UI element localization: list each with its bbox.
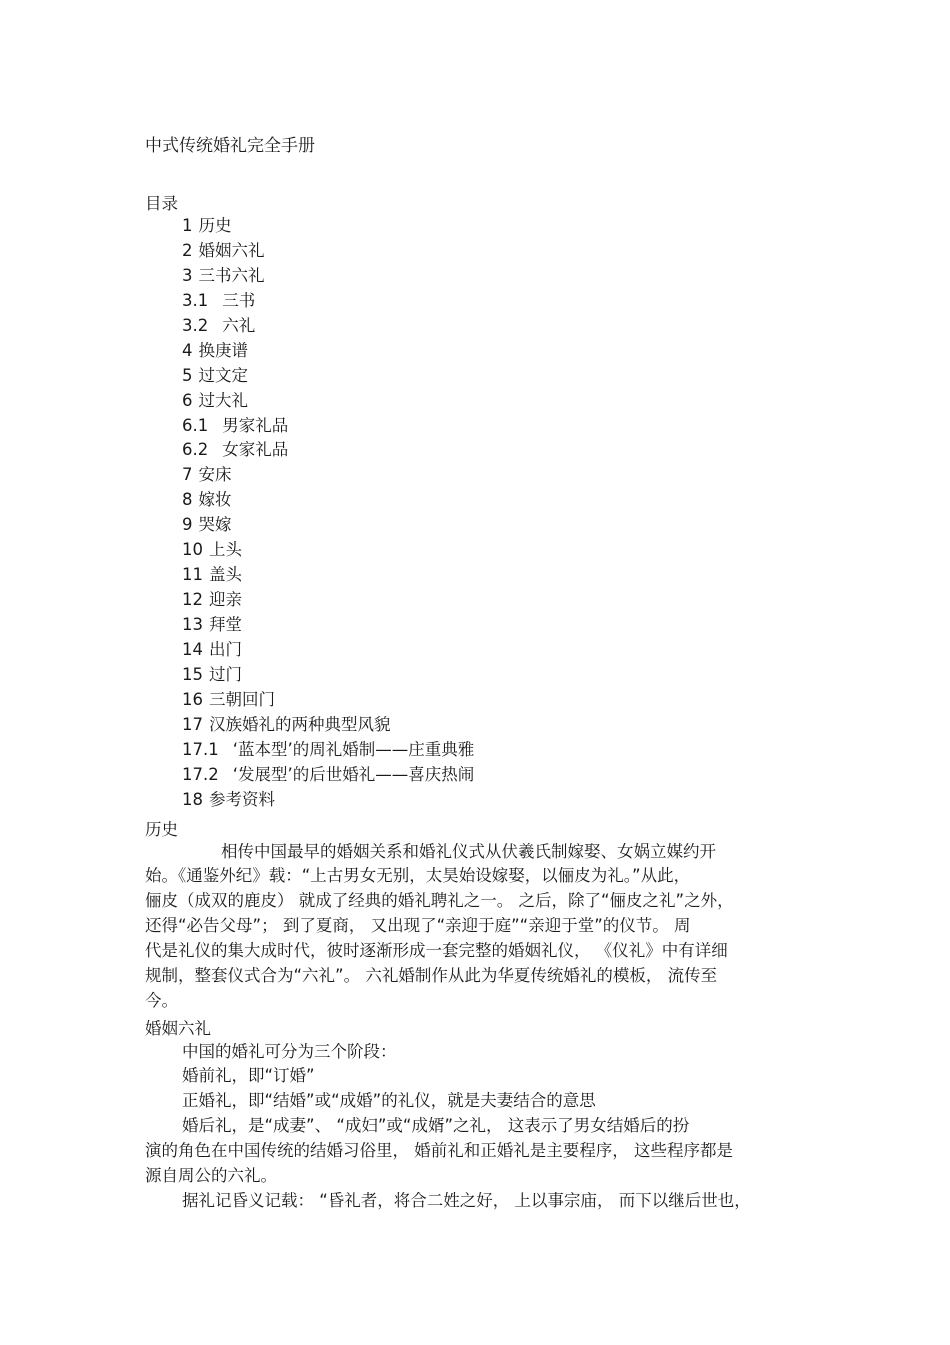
paragraph-line: 相传中国最早的婚姻关系和婚礼仪式从伏羲氏制嫁娶、女娲立媒约开 — [221, 842, 716, 861]
toc-item-number: 18 — [182, 789, 203, 809]
toc-heading: 目录 — [145, 194, 178, 213]
toc-item-number: 10 — [182, 540, 203, 560]
paragraph-line: 演的角色在中国传统的结婚习俗里， 婚前礼和正婚礼是主要程序， 这些程序都是 — [145, 1141, 733, 1160]
paragraph-line: 中国的婚礼可分为三个阶段： — [182, 1042, 397, 1061]
toc-item-label: 迎亲 — [209, 590, 242, 610]
toc-item-label: 三书 — [222, 290, 256, 310]
toc-item-number: 15 — [182, 664, 203, 684]
toc-item[interactable] — [182, 364, 474, 389]
toc-item-label: 参考资料 — [209, 789, 275, 809]
toc-item-number: 4 — [182, 340, 193, 360]
toc-item-number: 16 — [182, 689, 203, 709]
toc-item[interactable] — [182, 314, 474, 339]
toc-item[interactable] — [182, 538, 474, 563]
paragraph-line: 规制，整套仪式合为“六礼”。 六礼婚制作从此为华夏传统婚礼的模板， 流传至 — [145, 966, 718, 985]
toc-item[interactable] — [182, 763, 474, 788]
toc-item-number: 17 — [182, 714, 203, 734]
toc-item-label: 女家礼品 — [222, 440, 289, 460]
toc-item-number: 3.1 — [182, 290, 209, 310]
paragraph-line: 据礼记昏义记载： “昏礼者，将合二姓之好， 上以事宗庙， 而下以继后世也， — [182, 1191, 751, 1210]
table-of-contents — [182, 214, 474, 813]
document-title: 中式传统婚礼完全手册 — [145, 136, 315, 156]
toc-item[interactable] — [182, 414, 474, 439]
toc-item-number: 17.2 — [182, 764, 219, 784]
toc-item[interactable] — [182, 738, 474, 763]
toc-item-label: 盖头 — [209, 565, 242, 585]
toc-item-label: 出门 — [209, 639, 242, 659]
toc-item-label: 拜堂 — [209, 615, 242, 634]
section-heading-history: 历史 — [145, 820, 178, 839]
toc-item-number: 6 — [182, 390, 193, 410]
paragraph-line: 婚后礼，是“成妻”、 “成妇”或“成婿”之礼， 这表示了男女结婚后的扮 — [182, 1116, 690, 1135]
toc-item[interactable] — [182, 638, 474, 663]
toc-item-number: 9 — [182, 515, 193, 535]
toc-item[interactable] — [182, 488, 474, 513]
toc-item[interactable] — [182, 788, 474, 813]
toc-item-number: 3.2 — [182, 315, 209, 335]
paragraph-line: 正婚礼，即“结婚”或“成婚”的礼仪，就是夫妻结合的意思 — [182, 1091, 596, 1110]
toc-item-label: 过大礼 — [198, 390, 248, 410]
toc-item-number: 13 — [182, 615, 203, 634]
toc-item-number: 17.1 — [182, 739, 219, 759]
paragraph-line: 今。 — [145, 991, 178, 1010]
toc-item-label: 安床 — [198, 465, 232, 485]
toc-item-label: 六礼 — [222, 315, 256, 335]
toc-item-label: 历史 — [198, 216, 232, 235]
toc-item-label: 上头 — [209, 540, 242, 560]
paragraph-line: 源自周公的六礼。 — [145, 1166, 277, 1185]
toc-item[interactable] — [182, 214, 474, 239]
toc-item-label: 三书六礼 — [198, 265, 265, 285]
toc-item-label: 过门 — [209, 664, 242, 684]
toc-item-label: 三朝回门 — [209, 689, 275, 709]
toc-item-number: 5 — [182, 365, 193, 385]
toc-item-number: 7 — [182, 465, 193, 485]
toc-item[interactable] — [182, 663, 474, 688]
toc-item[interactable] — [182, 438, 474, 463]
toc-item[interactable] — [182, 588, 474, 613]
toc-item[interactable] — [182, 239, 474, 264]
toc-item[interactable] — [182, 463, 474, 488]
toc-item-number: 1 — [182, 216, 193, 235]
toc-item-label: ‘发展型’的后世婚礼——喜庆热闹 — [232, 764, 475, 784]
toc-item-number: 12 — [182, 590, 203, 610]
toc-item-number: 6.2 — [182, 440, 209, 460]
toc-item-label: 男家礼品 — [222, 415, 289, 435]
toc-item[interactable] — [182, 289, 474, 314]
toc-item-number: 2 — [182, 240, 193, 260]
toc-item[interactable] — [182, 688, 474, 713]
toc-item[interactable] — [182, 613, 474, 638]
toc-item-number: 6.1 — [182, 415, 209, 435]
toc-item-label: ‘蓝本型’的周礼婚制——庄重典雅 — [232, 739, 475, 759]
paragraph-line: 婚前礼，即“订婚” — [182, 1066, 315, 1085]
section-heading-six-rites: 婚姻六礼 — [145, 1019, 211, 1038]
toc-item-number: 14 — [182, 639, 203, 659]
toc-item-label: 嫁妆 — [198, 490, 232, 510]
toc-item[interactable] — [182, 339, 474, 364]
toc-item[interactable] — [182, 389, 474, 414]
paragraph-line: 还得“必告父母”； 到了夏商， 又出现了“亲迎于庭”“亲迎于堂”的仪节。 周 — [145, 916, 691, 935]
toc-item[interactable] — [182, 563, 474, 588]
paragraph-line: 代是礼仪的集大成时代，彼时逐渐形成一套完整的婚姻礼仪， 《仪礼》中有详细 — [145, 941, 728, 960]
toc-item[interactable] — [182, 513, 474, 538]
paragraph-line: 俪皮（成双的鹿皮） 就成了经典的婚礼聘礼之一。 之后，除了“俪皮之礼”之外， — [145, 891, 734, 910]
toc-item-label: 哭嫁 — [198, 515, 232, 535]
toc-item-label: 婚姻六礼 — [198, 240, 265, 260]
toc-item-label: 过文定 — [198, 365, 248, 385]
paragraph-line: 始。《通鉴外纪》载：“上古男女无别，太昊始设嫁娶，以俪皮为礼。”从此， — [145, 866, 691, 885]
toc-item-number: 8 — [182, 490, 193, 510]
toc-item-number: 3 — [182, 265, 193, 285]
toc-item[interactable] — [182, 264, 474, 289]
toc-item-label: 换庚谱 — [198, 340, 248, 360]
toc-item-number: 11 — [182, 565, 203, 585]
toc-item-label: 汉族婚礼的两种典型风貌 — [209, 714, 391, 734]
toc-item[interactable] — [182, 713, 474, 738]
